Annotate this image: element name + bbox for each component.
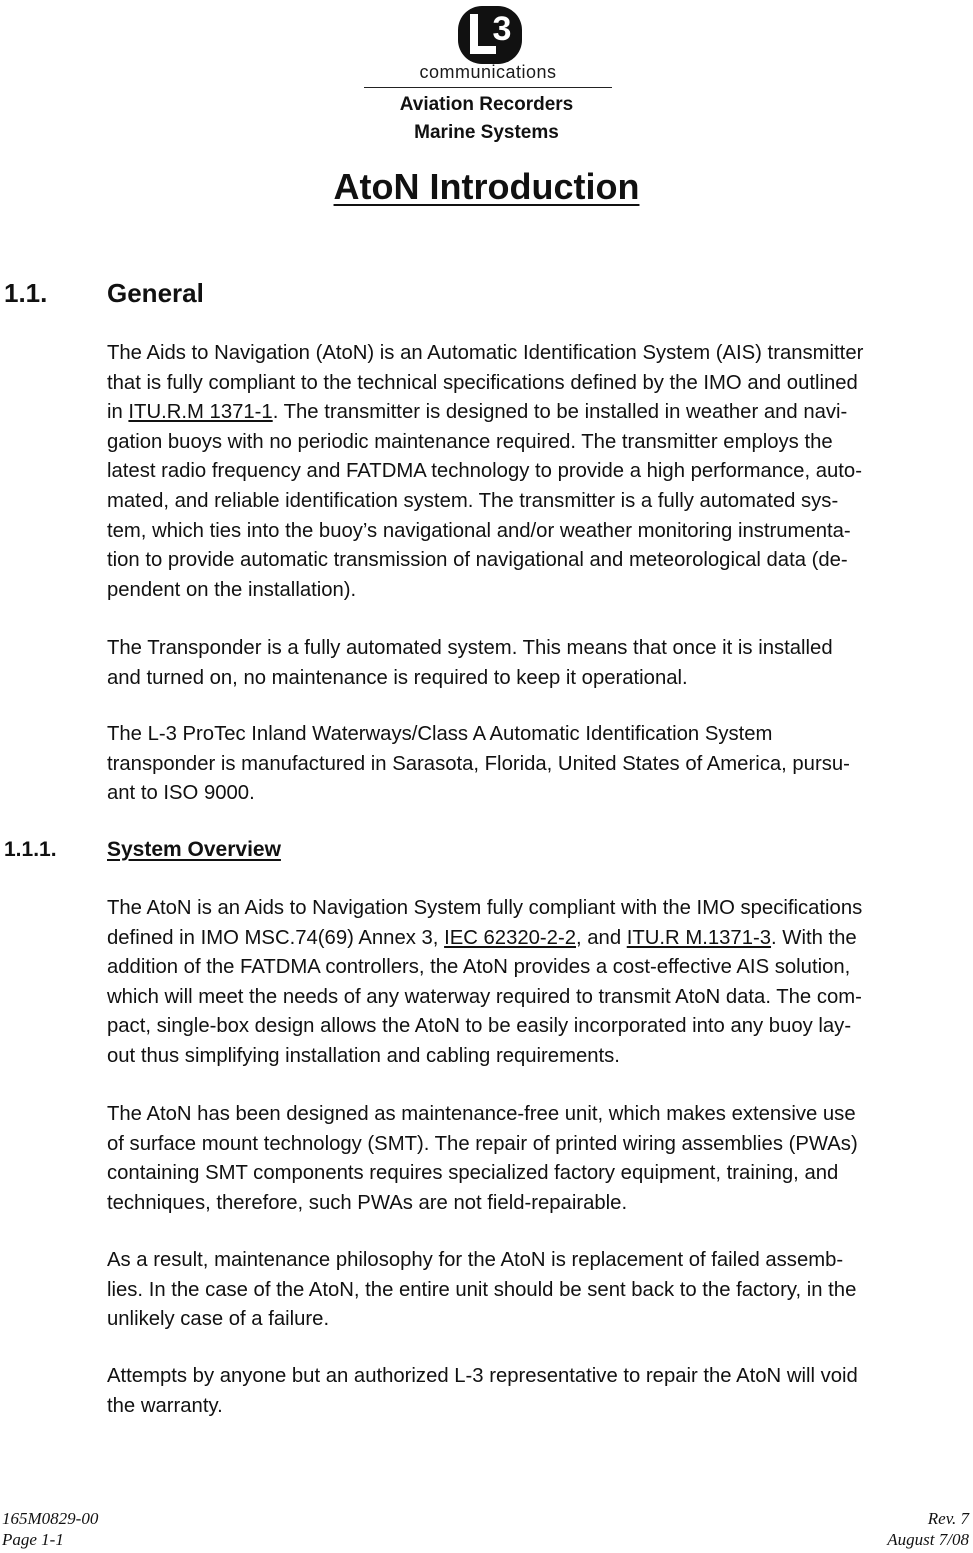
text-line: unlikely case of a failure. xyxy=(107,1308,330,1331)
paragraph-overview-3 xyxy=(107,1246,973,1335)
l3-logo-icon xyxy=(456,4,524,66)
section-number: 1.1. xyxy=(4,278,48,308)
paragraph-overview-4 xyxy=(107,1362,973,1421)
logo-rule xyxy=(364,87,612,88)
revision: Rev. 7 xyxy=(927,1509,969,1528)
text-line: in ITU.R.M 1371-1. The transmitter is designed to be installed in weather and navi- xyxy=(107,401,848,424)
text-line: The Aids to Navigation (AtoN) is an Automatic Identification System (AIS) transmitter xyxy=(107,342,864,364)
footer-left xyxy=(2,1508,98,1550)
page-title: AtoN Introduction xyxy=(333,166,640,207)
text-line: The L-3 ProTec Inland Waterways/Class A Automatic Identification System xyxy=(107,723,773,745)
paragraph-general-2 xyxy=(107,634,973,693)
text-line: pact, single-box design allows the AtoN to be easily incorporated into any buoy lay- xyxy=(107,1015,852,1038)
paragraph-overview-2 xyxy=(107,1100,973,1218)
text-line: which will meet the needs of any waterway required to transmit AtoN data. The com- xyxy=(107,985,862,1008)
paragraph-general-3 xyxy=(107,720,973,809)
text-line: The AtoN is an Aids to Navigation System fully compliant with the IMO specifications xyxy=(107,897,863,919)
division-marine: Marine Systems xyxy=(414,122,559,143)
text-line: tem, which ties into the buoy’s navigational and/or weather monitoring instrumenta- xyxy=(107,519,851,542)
text-line: The Transponder is a fully automated system. This means that once it is installed xyxy=(107,637,833,659)
text-line: techniques, therefore, such PWAs are not field-repairable. xyxy=(107,1191,628,1214)
page-number: Page 1-1 xyxy=(2,1530,64,1549)
text-line: defined in IMO MSC.74(69) Annex 3, IEC 62320-2-2, and ITU.R M.1371-3. With the xyxy=(107,926,857,949)
logo-mark-text: 3 xyxy=(492,10,512,48)
text-line: gation buoys with no periodic maintenance required. The transmitter employs the xyxy=(107,430,833,453)
text-line: and turned on, no maintenance is required to keep it operational. xyxy=(107,666,688,689)
text-line: lies. In the case of the AtoN, the entire unit should be sent back to the factory, in the xyxy=(107,1278,857,1301)
document-number: 165M0829-00 xyxy=(2,1509,99,1528)
logo-wordmark: communications xyxy=(419,62,557,82)
text-line: Attempts by anyone but an authorized L-3 representative to repair the AtoN will void xyxy=(107,1365,858,1387)
text-line: tion to provide automatic transmission of navigational and meteorological data (de- xyxy=(107,549,848,572)
text-line: The AtoN has been designed as maintenance-free unit, which makes extensive use xyxy=(107,1103,856,1125)
text-line: latest radio frequency and FATDMA technology to provide a high performance, auto- xyxy=(107,460,862,483)
revision-date: August 7/08 xyxy=(887,1530,969,1549)
text-line: As a result, maintenance philosophy for the AtoN is replacement of failed assemb- xyxy=(107,1249,844,1271)
paragraph-general-1 xyxy=(107,339,973,605)
text-line: the warranty. xyxy=(107,1394,223,1417)
text-line: of surface mount technology (SMT). The repair of printed wiring assemblies (PWAs) xyxy=(107,1132,858,1155)
division-aviation: Aviation Recorders xyxy=(399,94,574,115)
text-line: containing SMT components requires specialized factory equipment, training, and xyxy=(107,1162,839,1185)
section-title: System Overview xyxy=(107,838,281,861)
iec-reference-link[interactable]: IEC 62320-2-2 xyxy=(444,926,576,949)
itu-reference-link[interactable]: ITU.R M.1371-3 xyxy=(626,926,772,949)
text-line: out thus simplifying installation and cabling requirements. xyxy=(107,1044,620,1067)
paragraph-overview-1 xyxy=(107,894,973,1072)
text-line: transponder is manufactured in Sarasota, Florida, United States of America, pursu- xyxy=(107,752,850,775)
footer-right xyxy=(887,1508,969,1550)
itu-reference-link[interactable]: ITU.R.M 1371-1 xyxy=(128,401,273,424)
text-line: pendent on the installation). xyxy=(107,578,357,601)
text-line: that is fully compliant to the technical specifications defined by the IMO and outlined xyxy=(107,371,858,394)
section-title: General xyxy=(107,278,204,308)
text-line: addition of the FATDMA controllers, the AtoN provides a cost-effective AIS solution, xyxy=(107,956,851,979)
section-number: 1.1.1. xyxy=(4,838,57,861)
text-line: ant to ISO 9000. xyxy=(107,782,255,805)
text-line: mated, and reliable identification system. The transmitter is a fully automated sys- xyxy=(107,489,839,512)
